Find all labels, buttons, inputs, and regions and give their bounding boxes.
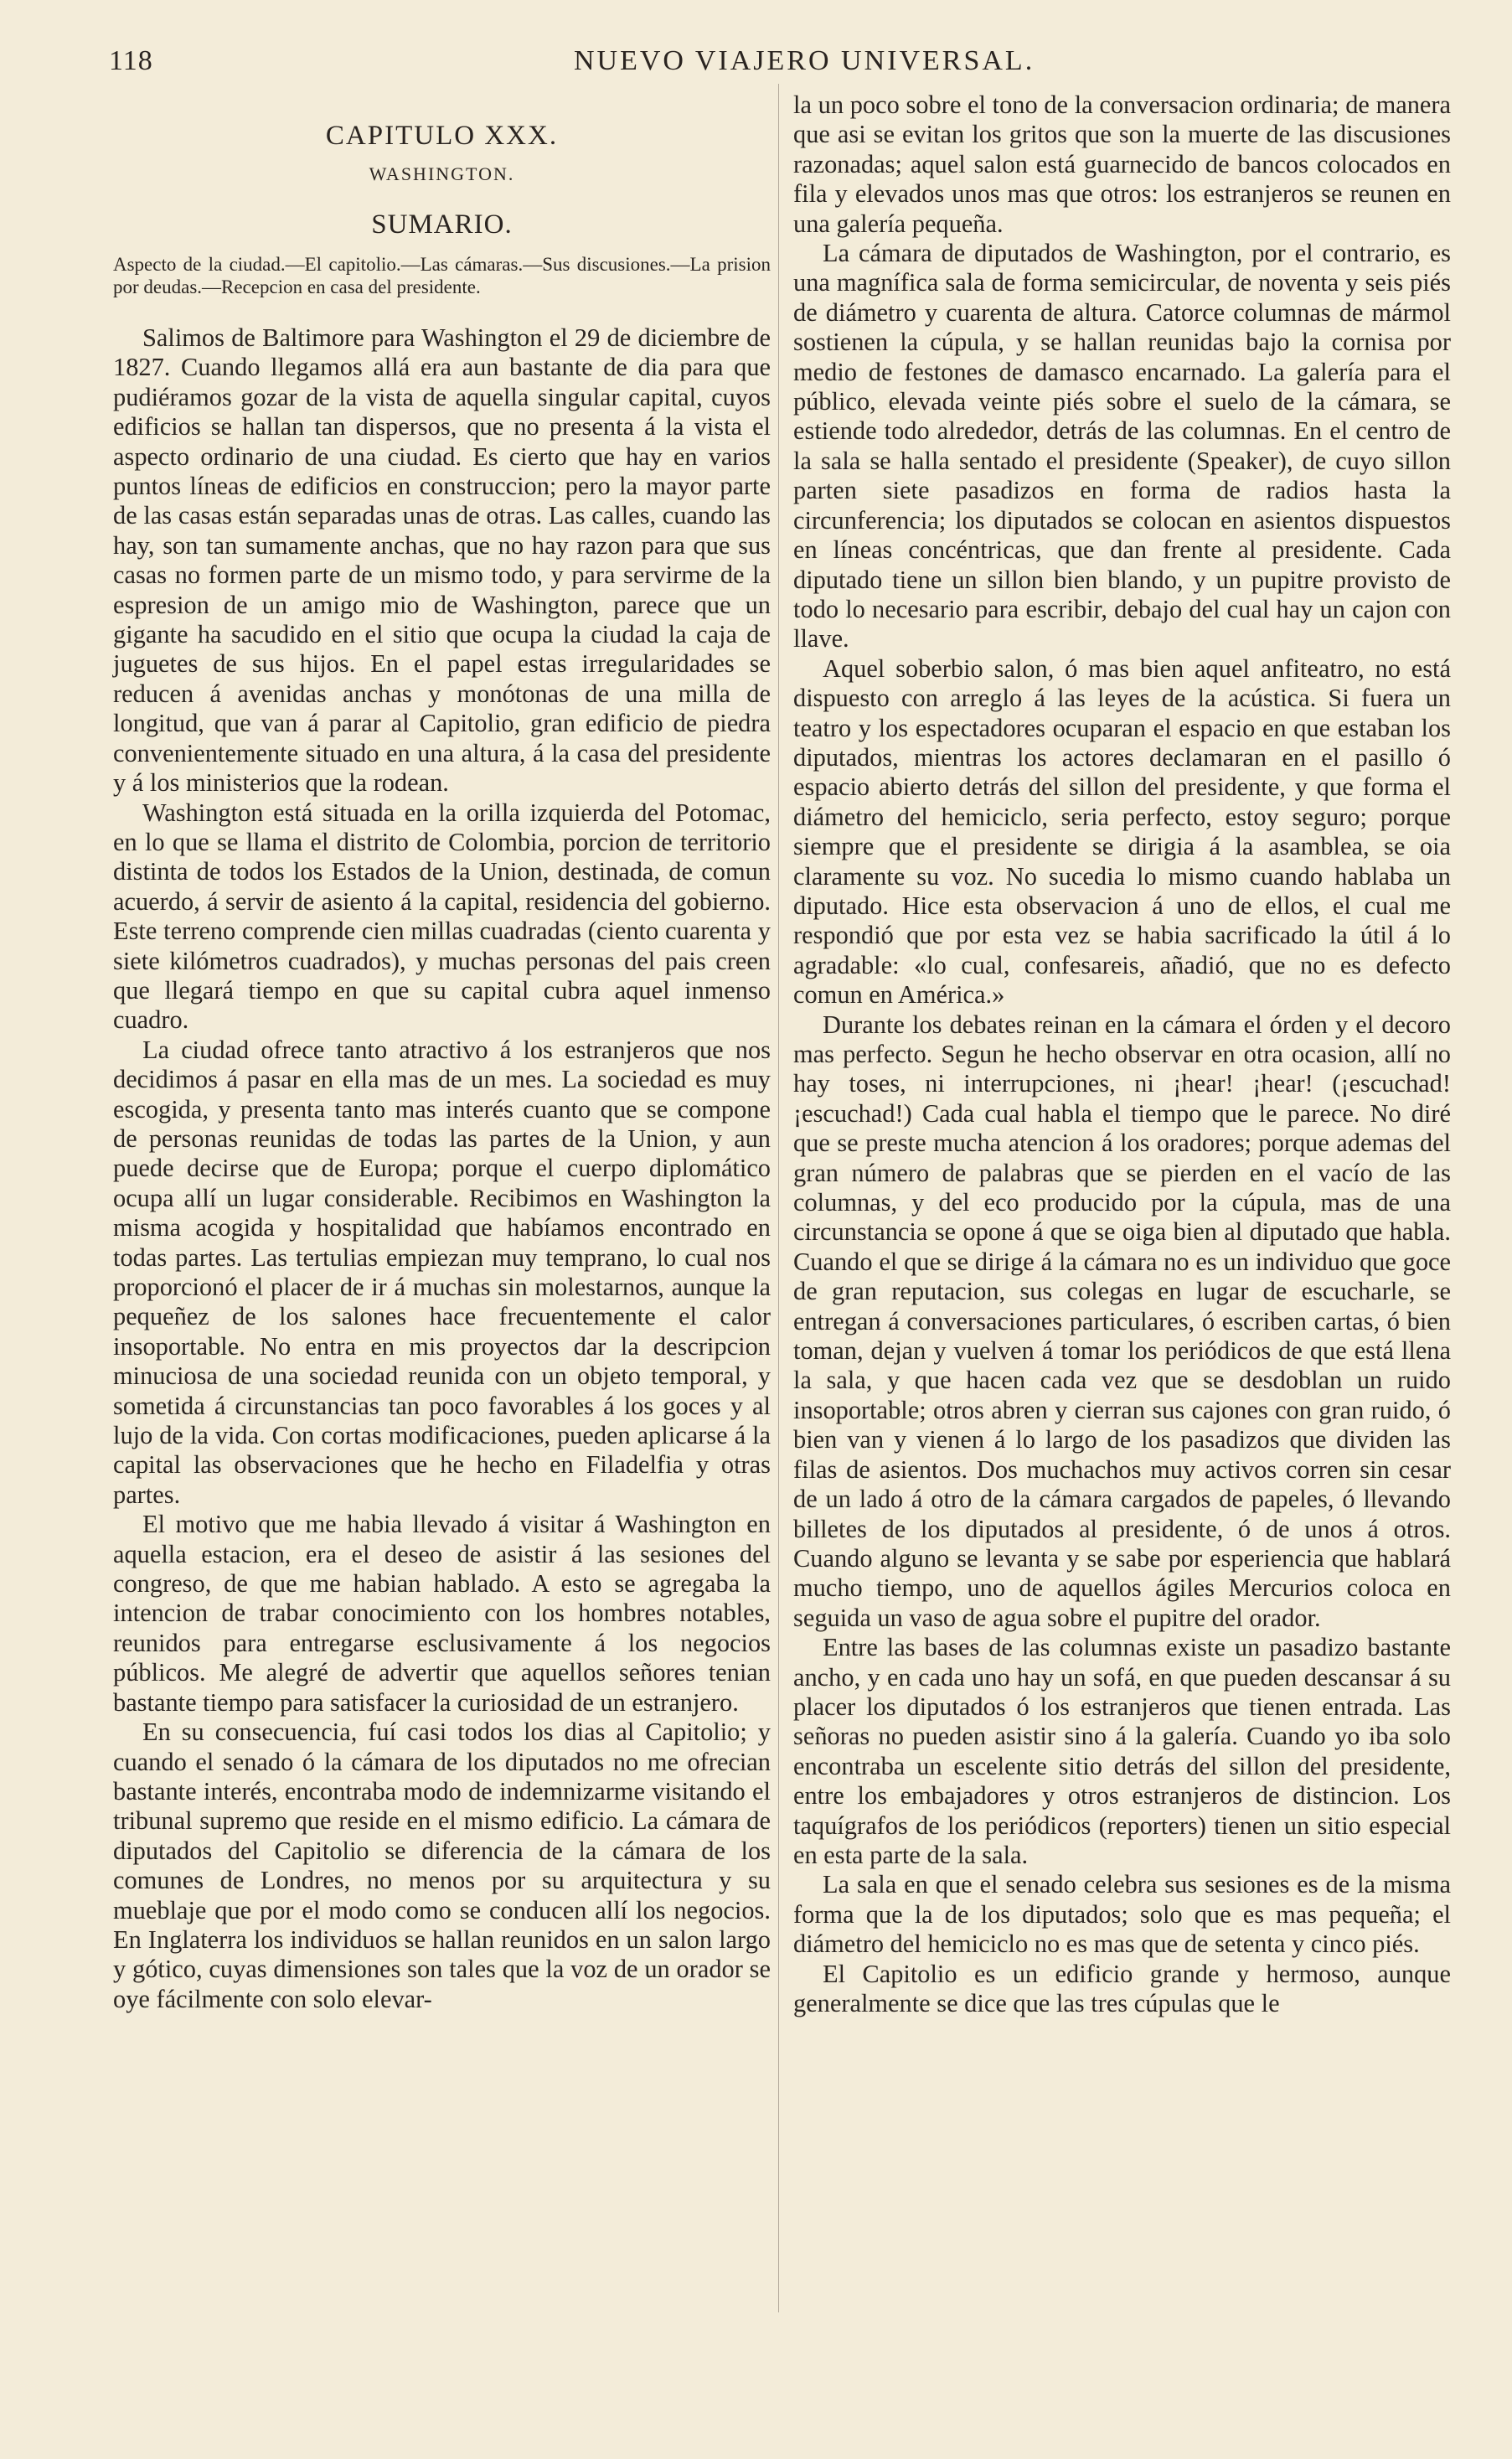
column-divider [778,84,779,2312]
summary-heading: SUMARIO. [371,209,513,240]
left-column [113,90,771,2014]
chapter-place: WASHINGTON. [369,163,515,184]
paragraph: Durante los debates reinan en la cámara el órden y el decoro mas perfecto. Segun he hecho observar en otra ocasion, allí no hay toses, ni interrupciones, ni ¡hear! ¡hear! (¡escuchad! ¡escuchad!) Cada cual habla el tiempo que le parece. No diré que se preste mucha atencion á los oradores; porque ademas del gran número de palabras que se pierden en el vacío de las columnas, y del eco producido por la cúpula, mas de una circunstancia se opone á que se oiga bien al diputado que habla. Cuando el que se dirige á la cámara no es un individuo que goce de gran reputacion, sus colegas en lugar de escucharle, se entregan á conversaciones particulares, ó escriben cartas, ó bien toman, dejan y vuelven á tomar los periódicos de que está llena la sala, y que hacen cada vez que se desdoblan un ruido insoportable; otros abren y cierran sus cajones con gran ruido, ó bien van y vienen á lo largo de los pasadizos que dividen las filas de asientos. Dos muchachos muy activos corren sin cesar de un lado á otro de la cámara cargados de papeles, ó llevando billetes de los diputados al presidente, ó de unos á otros. Cuando alguno se levanta y se sabe por esperiencia que hablará mucho tiempo, uno de aquellos ágiles Mercurios coloca en seguida un vaso de agua sobre el pupitre del orador. [793,1010,1451,1632]
paragraph: Washington está situada en la orilla izquierda del Potomac, en lo que se llama el distrito de Colombia, porcion de territorio distinta de todos los Estados de la Union, destinada, de comun acuerdo, á servir de asiento á la capital, residencia del gobierno. Este terreno comprende cien millas cuadradas (ciento cuarenta y siete kilómetros cuadrados), y muchas personas del pais creen que llegará tiempo en que su capital cubra aquel inmenso cuadro. [113,798,771,1035]
paragraph: El motivo que me habia llevado á visitar á Washington en aquella estacion, era el deseo de asistir á las sesiones del congreso, de que me habian hablado. A esto se agregaba la intencion de trabar conocimiento con los hombres notables, reunidos para entregarse esclusivamente á los negocios públicos. Me alegré de advertir que aquellos señores tenian bastante tiempo para satisfacer la curiosidad de un estranjero. [113,1510,771,1717]
summary-text: Aspecto de la ciudad.—El capitolio.—Las cámaras.—Sus discusiones.—La prision por deudas.—Recepcion en casa del presidente. [113,254,771,297]
running-title: NUEVO VIAJERO UNIVERSAL. [574,45,1035,76]
paragraph: Aquel soberbio salon, ó mas bien aquel anfiteatro, no está dispuesto con arreglo á las leyes de la acústica. Si fuera un teatro y los espectadores ocuparan el espacio en que estaban los diputados, mientras los actores declamaran en el pasillo ó espacio abierto detrás del sillon del presidente, y que forma el diámetro del hemiciclo, seria perfecto, estoy seguro; porque siempre que el presidente se dirigia á la asamblea, se oia claramente su voz. No sucedia lo mismo cuando hablaba un diputado. Hice esta observacion á uno de ellos, el cual me respondió que por esta vez se habia sacrificado la útil á lo agradable: «lo cual, confesareis, añadió, que no es defecto comun en América.» [793,653,1451,1010]
paragraph: Entre las bases de las columnas existe un pasadizo bastante ancho, y en cada uno hay un sofá, en que pueden descansar á su placer los diputados ó los estranjeros que tienen entrada. Las señoras no pueden asistir sino á la galería. Cuando yo iba solo encontraba un escelente sitio detrás del sillon del presidente, entre los embajadores y otros estranjeros de distincion. Los taquígrafos de los periódicos (reporters) tienen un sitio especial en esta parte de la sala. [793,1633,1451,1869]
right-column [793,90,1451,2018]
chapter-number: CAPITULO XXX. [325,121,559,151]
paragraph: La cámara de diputados de Washington, por el contrario, es una magnífica sala de forma semicircular, de noventa y seis piés de diámetro y cuarenta de altura. Catorce columnas de mármol sostienen la cúpula, y se hallan reunidas bajo la cornisa por medio de festones de damasco encarnado. La galería para el público, elevada veinte piés sobre el suelo de la cámara, se estiende todo alrededor, detrás de las columnas. En el centro de la sala se halla sentado el presidente (Speaker), de cuyo sillon parten siete pasadizos en forma de radios hasta la circunferencia; los diputados se colocan en asientos dispuestos en líneas concéntricas, que dan frente al presidente. Cada diputado tiene un sillon bien blando, y un pupitre provisto de todo lo necesario para escribir, debajo del cual hay un cajon con llave. [793,239,1451,653]
paragraph: La ciudad ofrece tanto atractivo á los estranjeros que nos decidimos á pasar en ella mas de un mes. La sociedad es muy escogida, y presenta tanto mas interés cuanto que se compone de personas reunidas de todas las partes de la Union, y aun puede decirse que de Europa; porque el cuerpo diplomático ocupa allí un lugar considerable. Recibimos en Washington la misma acogida y hospitalidad que habíamos encontrado en todas partes. Las tertulias empiezan muy temprano, lo cual nos proporcionó el placer de ir á muchas sin molestarnos, aunque la pequeñez de los salones hace frecuentemente el calor insoportable. No entra en mis proyectos dar la descripcion minuciosa de una sociedad reunida con un objeto temporal, y sometida á circunstancias tan poco favorables á los goces y al lujo de la vida. Con cortas modificaciones, pueden aplicarse á la capital las observaciones que he hecho en Filadelfia y otras partes. [113,1035,771,1509]
paragraph: En su consecuencia, fuí casi todos los dias al Capitolio; y cuando el senado ó la cámara de los diputados no me ofrecian bastante interés, encontraba modo de indemnizarme visitando el tribunal supremo que reside en el mismo edificio. La cámara de diputados del Capitolio se diferencia de la cámara de los comunes de Londres, no menos por su arquitectura y su mueblaje que por el modo como se conducen allí los negocios. En Inglaterra los individuos se hallan reunidos en un salon largo y gótico, cuyas dimensiones son tales que la voz de un orador se oye fácilmente con solo elevar- [113,1718,771,2013]
paragraph: La sala en que el senado celebra sus sesiones es de la misma forma que la de los diputados; solo que es mas pequeña; el diámetro del hemiciclo no es mas que de setenta y cinco piés. [793,1870,1451,1959]
paragraph-continued: la un poco sobre el tono de la conversacion ordinaria; de manera que asi se evitan los gritos que son la muerte de las discusiones razonadas; aquel salon está guarnecido de bancos colocados en fila y elevados unos mas que otros: los estranjeros se reunen en una galería pequeña. [793,90,1451,238]
page-number: 118 [109,45,153,76]
running-head [109,45,1462,87]
paragraph: Salimos de Baltimore para Washington el 29 de diciembre de 1827. Cuando llegamos allá era aun bastante de dia para que pudiéramos gozar de la vista de aquella singular capital, cuyos edificios se hallan tan dispersos, que no presenta á la vista el aspecto ordinario de una ciudad. Es cierto que hay en varios puntos líneas de edificios en construccion; pero la mayor parte de las casas están separadas unas de otras. Las calles, cuando las hay, son tan sumamente anchas, que no hay razon para que sus casas no formen parte de un mismo todo, y para servirme de la espresion de un amigo mio de Washington, parece que un gigante ha sacudido en el sitio que ocupa la ciudad la caja de juguetes de sus hijos. En el papel estas irregularidades se reducen á avenidas anchas y monótonas de una milla de longitud, que van á parar al Capitolio, gran edificio de piedra convenientemente situado en una altura, á la casa del presidente y á los ministerios que la rodean. [113,323,771,798]
paragraph: El Capitolio es un edificio grande y hermoso, aunque generalmente se dice que las tres cúpulas que le [793,1959,1451,2017]
